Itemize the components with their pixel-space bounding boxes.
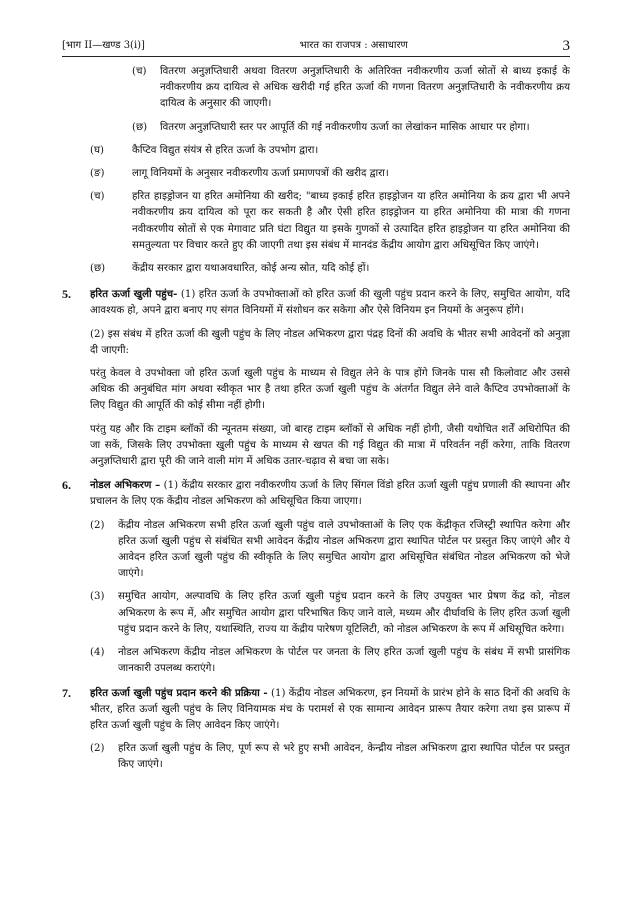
section-text: (1) केंद्रीय सरकार द्वारा नवीकरणीय ऊर्जा के लिए सिंगल विंडो हरित ऊर्जा खुली पहुंच प्रणाली की स्थापना और प्रचालन के लिए एक केंद्रीय नोडल अभिकरण को अधिसूचित किया जाएगा। <box>90 480 571 508</box>
section-para <box>90 477 570 510</box>
section-para <box>90 286 570 319</box>
section-6-sub-4 <box>90 645 570 677</box>
clause-label: (छ) <box>132 121 148 133</box>
section-title: नोडल अभिकरण – <box>90 479 161 492</box>
section-text: (1) हरित ऊर्जा के उपभोक्ताओं को हरित ऊर्जा की खुली पहुंच प्रदान करने के लिए, समुचित आयोग, यदि आवश्यक हो, अपने द्वारा बनाए गए संगत विनियमों में संशोधन कर सकेगा और ऐसे विनियम इन नियमों के अनुरूप होंगे। <box>90 289 570 317</box>
clause-text: केंद्रीय सरकार द्वारा यथाअवधारित, कोई अन्य स्रोत, यदि कोई हों। <box>132 263 370 275</box>
clause-text: कैप्टिव विद्युत संयंत्र से हरित ऊर्जा के उपभोग द्वारा। <box>132 144 319 156</box>
page-header <box>62 36 570 57</box>
section-5-para-2: (2) इस संबंध में हरित ऊर्जा की खुली पहुंच के लिए नोडल अभिकरण द्वारा पंद्रह दिनों की अवधि के भीतर सभी आवेदनों को अनुज्ञा दी जाएगी: <box>90 328 570 356</box>
clause-label: (ङ) <box>90 168 105 180</box>
clause-label: (च) <box>90 191 105 203</box>
sub-text: समुचित आयोग, अल्पावधि के लिए हरित ऊर्जा खुली पहुंच प्रदान करने के लिए उपयुक्त भार प्रेषण केंद्र को, नोडल अभिकरण के रूप में, और समुचित आयोग द्वारा परिभाषित किए जाने वाले, मध्यम और दीर्घावधि के लिए हरित ऊर्जा खुली पहुंच प्रदान करने के लिए, यथास्थिति, राज्य या केंद्रीय पारेषण यूटिलिटी, को नोडल अभिकरण के रूप में अधिसूचित करेगा। <box>118 591 570 635</box>
section-title: हरित ऊर्जा खुली पहुंच- <box>90 288 178 301</box>
page-number: 3 <box>562 37 570 54</box>
section-5 <box>62 286 570 319</box>
clause-text: वितरण अनुज्ञप्तिधारी स्तर पर आपूर्ति की गई नवीकरणीय ऊर्जा का लेखांकन मासिक आधार पर होगा। <box>160 121 530 133</box>
page-content <box>62 64 570 774</box>
sub-text: केंद्रीय नोडल अभिकरण सभी हरित ऊर्जा खुली पहुंच वाले उपभोक्ताओं के लिए एक केंद्रीकृत रजिस्ट्री स्थापित करेगा और हरित ऊर्जा खुली पहुंच से संबंधित सभी आवेदन केंद्रीय नोडल अभिकरण द्वारा स्थापित पोर्टल पर प्रस्तुत किए जाएंगे और ये आवेदन हरित ऊर्जा खुली पहुंच की स्वीकृति के लिए समुचित आयोग द्वारा अधिसूचित संबंधित नोडल अभिकरण को भेजे जाएंगे। <box>118 519 570 580</box>
clause-label: (च) <box>132 66 147 77</box>
clause-ch <box>132 64 570 113</box>
sub-text: नोडल अभिकरण केंद्रीय नोडल अभिकरण के पोर्टल पर जनता के लिए हरित ऊर्जा खुली पहुंच के संबंध में सभी प्रासंगिक जानकारी उपलब्ध कराएंगे। <box>118 647 570 675</box>
clause-text: वितरण अनुज्ञप्तिधारी अथवा वितरण अनुज्ञप्तिधारी के अतिरिक्त नवीकरणीय ऊर्जा स्रोतों से बाध्य इकाई के नवीकरणीय क्रय दायित्व से अधिक खरीदी गई हरित ऊर्जा की गणना वितरण अनुज्ञप्तिधारी के नवीकरणीय क्रय दायित्व के अनुसार की जाएगी। <box>160 66 570 110</box>
section-6 <box>62 477 570 510</box>
clause-ng <box>90 166 570 182</box>
sub-text: हरित ऊर्जा खुली पहुंच के लिए, पूर्ण रूप से भरे हुए सभी आवेदन, केन्द्रीय नोडल अभिकरण द्वारा स्थापित पोर्टल पर प्रस्तुत किए जाएंगे। <box>118 743 570 771</box>
section-7 <box>62 685 570 735</box>
section-number: 5. <box>62 287 71 302</box>
section-5-proviso-1: परंतु केवल वे उपभोक्ता जो हरित ऊर्जा खुली पहुंच के माध्यम से विद्युत लेने के पात्र होंगे जिनके पास सौ किलोवाट और उससे अधिक की अनुबंधित मांग अथवा स्वीकृत भार है तथा हरित ऊर्जा खुली पहुंच के अंतर्गत विद्युत लेने वाले कैप्टिव उपभोक्ताओं के लिए विद्युत की आपूर्ति की कोई सीमा नहीं होगी। <box>90 368 570 412</box>
clause-label: (छ) <box>90 263 106 275</box>
sub-label: (2) <box>90 519 105 531</box>
clause-text: लागू विनियमों के अनुसार नवीकरणीय ऊर्जा प्रमाणपत्रों की खरीद द्वारा। <box>132 168 389 180</box>
sub-label: (3) <box>90 591 105 603</box>
section-para <box>90 685 570 735</box>
section-6-sub-3 <box>90 589 570 638</box>
clause-label: (घ) <box>90 144 104 156</box>
section-7-sub-2 <box>90 741 570 773</box>
clause-chh-other <box>90 261 570 277</box>
header-gazette-title: भारत का राजपत्र : असाधारण <box>299 39 408 51</box>
clause-gh <box>90 143 570 159</box>
clause-ch-hydrogen <box>90 189 570 254</box>
section-6-sub-2 <box>90 518 570 583</box>
section-number: 6. <box>62 478 71 493</box>
section-text: (1) केंद्रीय नोडल अभिकरण, इन नियमों के प्रारंभ होने के साठ दिनों की अवधि के भीतर, हरित ऊर्जा खुली पहुंच के लिए विनियामक मंच के परामर्श से एक सामान्य आवेदन प्रारूप तैयार करेगा तथा इस प्रारूप में हरित ऊर्जा खुली पहुंच के लिए आवेदन किए जाएंगे। <box>90 687 570 731</box>
clause-chh <box>132 120 570 136</box>
section-number: 7. <box>62 685 71 700</box>
section-title: हरित ऊर्जा खुली पहुंच प्रदान करने की प्रक्रिया - <box>90 686 268 699</box>
header-part-section: [भाग II—खण्ड 3(i)] <box>62 39 145 51</box>
sub-label: (2) <box>90 743 105 755</box>
section-5-proviso-2: परंतु यह और कि टाइम ब्लॉकों की न्यूनतम संख्या, जो बारह टाइम ब्लॉकों से अधिक नहीं होगी, जैसी यथोचित शर्तें अधिरोपित की जा सकें, जिसके लिए उपभोक्ता खुली पहुंच के माध्यम से खपत की गई विद्युत की मात्रा में परिवर्तन नहीं करेगा, ताकि वितरण अनुज्ञप्तिधारी द्वारा पूरी की जाने वाली मांग में अधिक उतार-चढ़ाव से बचा जा सके। <box>90 423 570 468</box>
sub-label: (4) <box>90 647 105 659</box>
clause-text: हरित हाइड्रोजन या हरित अमोनिया की खरीद; "बाध्य इकाई हरित हाइड्रोजन या हरित अमोनिया के क्रय द्वारा भी अपने नवीकरणीय क्रय दायित्व को पूरा कर सकती है और ऐसी हरित हाइड्रोजन या हरित अमोनिया की मात्रा की गणना नवीकरणीय स्रोतों से एक मेगावाट प्रति घंटा विद्युत या इसके गुणकों से उत्पादित हरित हाइड्रोजन या हरित अमोनिया की समतुल्यता पर विचार करते हुए की जाएगी तथा इस संबंध में मानदंड केंद्रीय आयोग द्वारा अधिसूचित किए जाएंगे। <box>132 191 570 251</box>
